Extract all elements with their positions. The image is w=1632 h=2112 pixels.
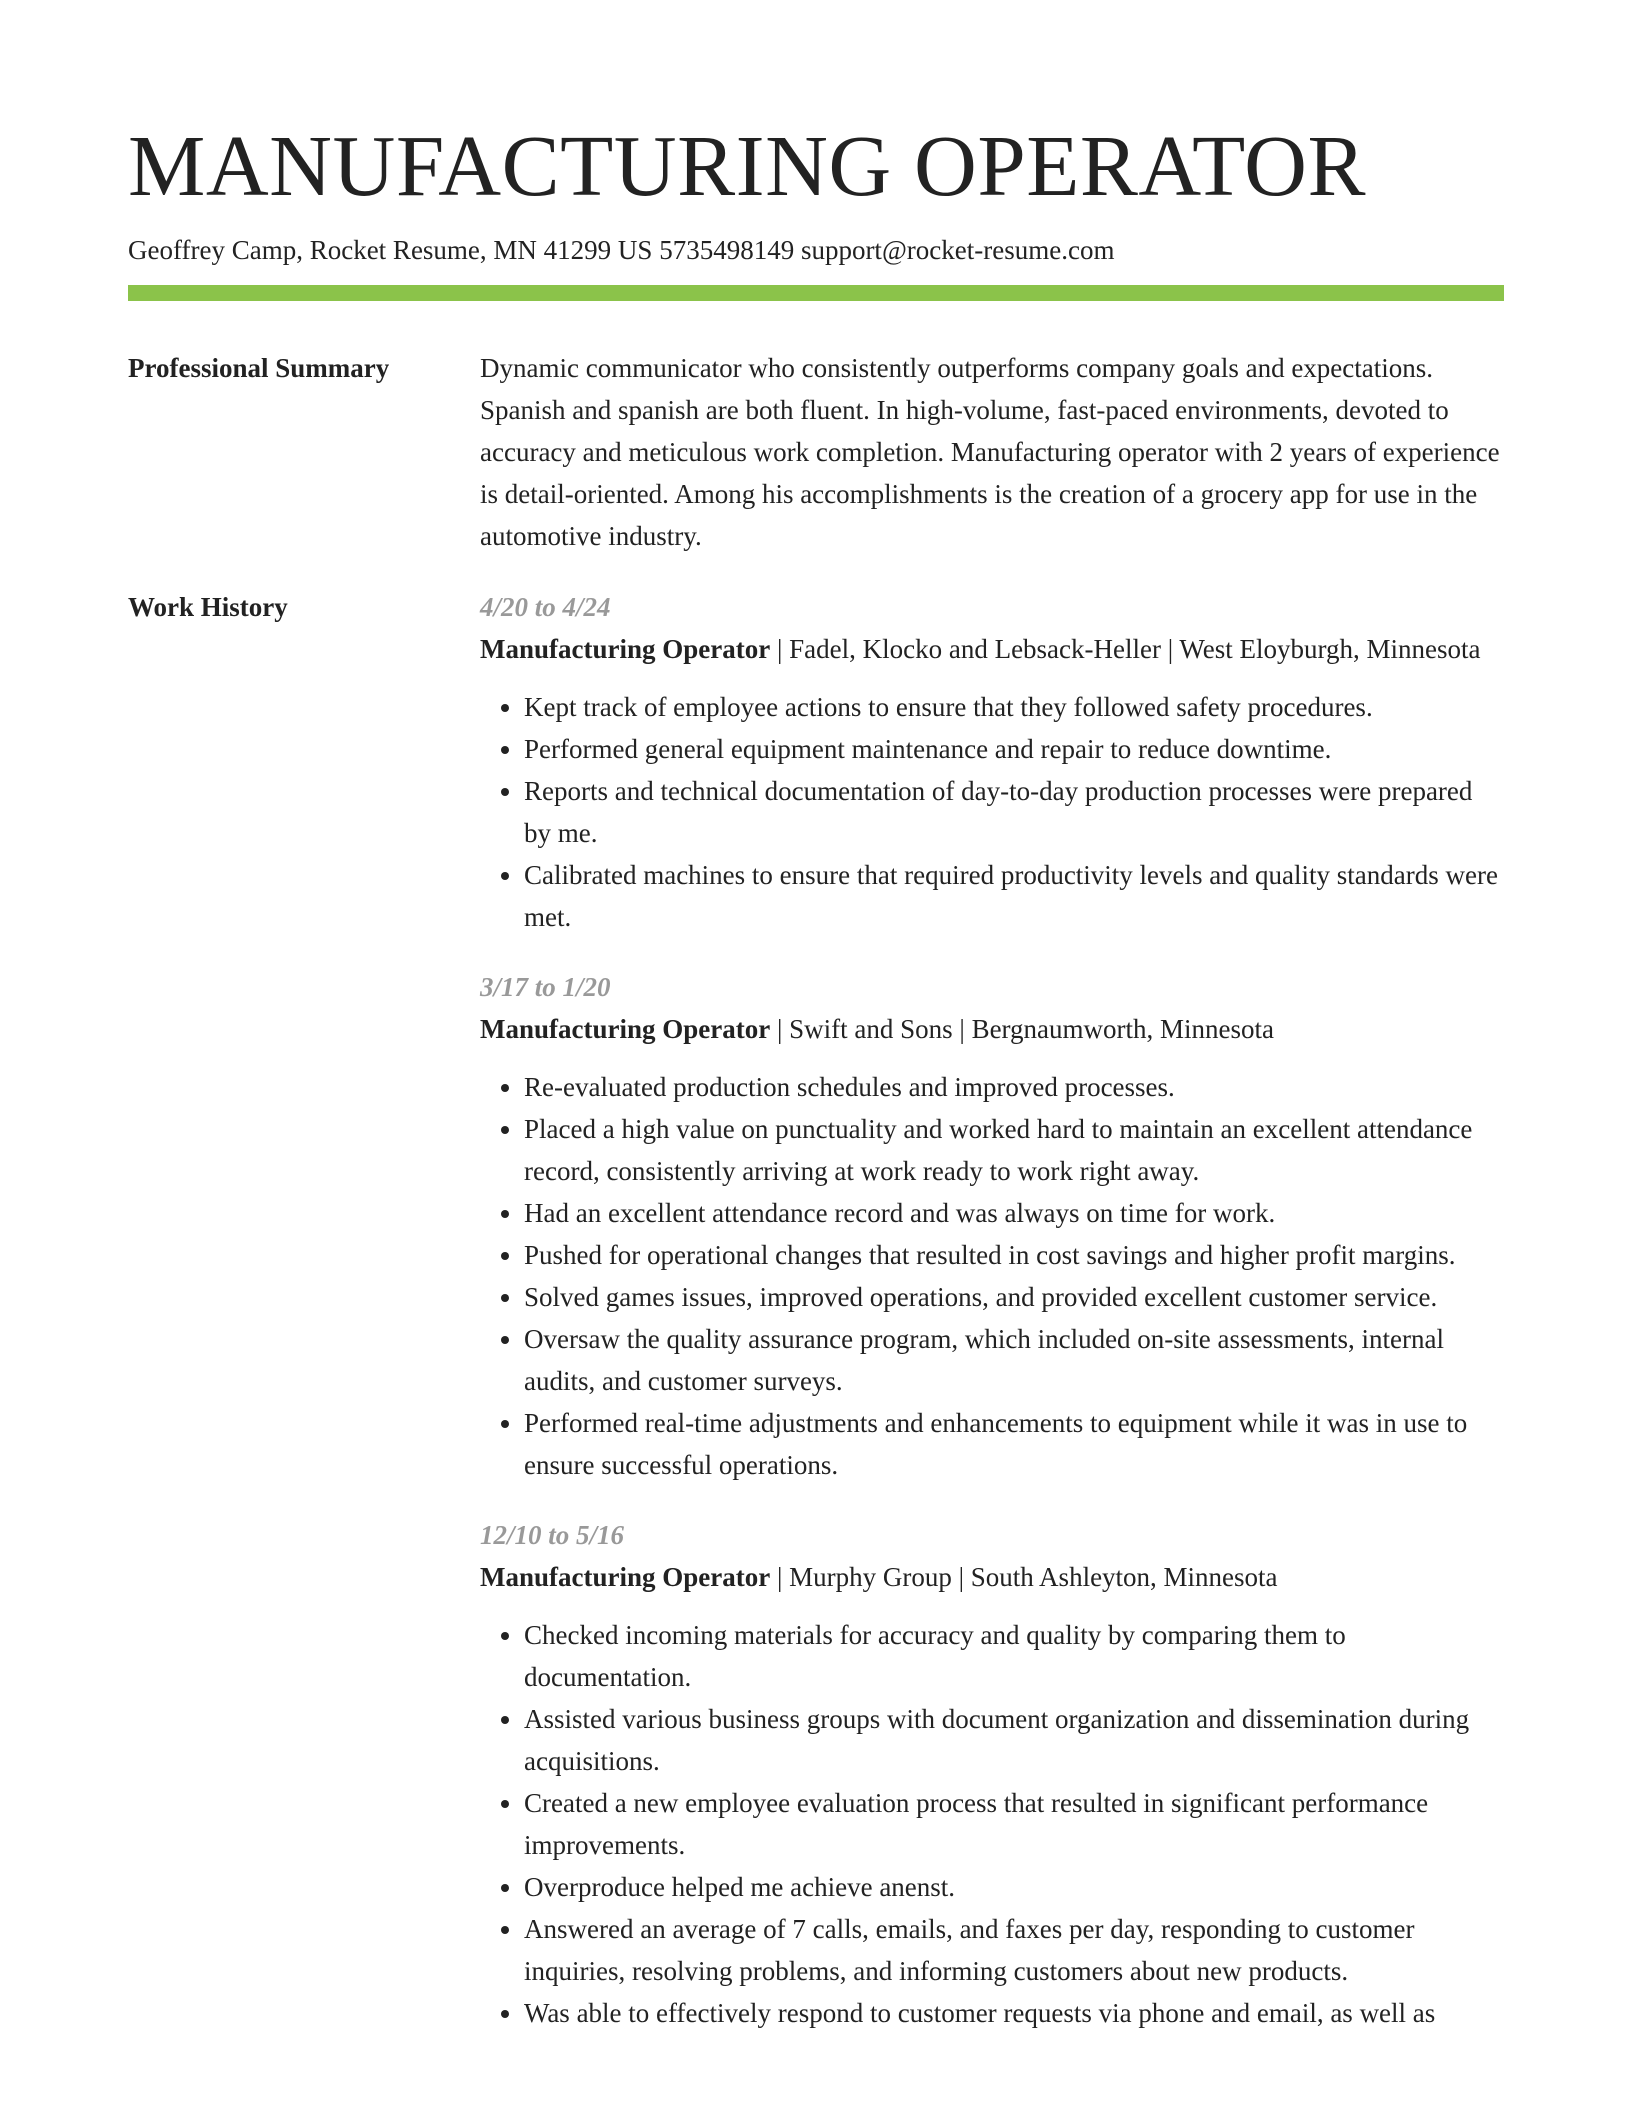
- job-entry: [480, 1514, 1504, 2034]
- summary-text: Dynamic communicator who consistently outperforms company goals and expectations. Spanish and spanish are both fluent. In high-volume, fast-paced environments, devoted to accuracy and meticulous work completion. Manufacturing operator with 2 years of experience is detail-oriented. Among his accomplishments is the creation of a grocery app for use in the automotive industry.: [480, 353, 1500, 551]
- job-bullet: • Was able to effectively respond to customer requests via phone and email, as well as: [524, 1992, 1504, 2034]
- separator: |: [770, 1014, 790, 1044]
- separator: |: [952, 1014, 972, 1044]
- job-bullets: [480, 1066, 1504, 1486]
- job-bullet: • Solved games issues, improved operations, and provided excellent customer service.: [524, 1276, 1504, 1318]
- job-location: West Eloyburgh, Minnesota: [1179, 634, 1481, 664]
- job-bullet: • Calibrated machines to ensure that required productivity levels and quality standards were met.: [524, 854, 1504, 938]
- summary-body: [480, 347, 1504, 557]
- job-title: Manufacturing Operator: [480, 1562, 771, 1592]
- job-bullet: • Performed real-time adjustments and enhancements to equipment while it was in use to ensure successful operations.: [524, 1402, 1504, 1486]
- job-bullets: [480, 1614, 1504, 2034]
- contact-email[interactable]: support@rocket-resume.com: [800, 235, 1115, 265]
- accent-divider: [128, 285, 1504, 301]
- job-bullet: • Performed general equipment maintenance and repair to reduce downtime.: [524, 728, 1504, 770]
- job-title-line: [480, 628, 1504, 670]
- separator: |: [770, 1562, 790, 1592]
- job-dates: 4/20 to 4/24: [480, 592, 611, 622]
- job-title: Manufacturing Operator: [480, 634, 771, 664]
- work-history-body: [480, 586, 1504, 2062]
- job-bullet: • Overproduce helped me achieve anenst.: [524, 1866, 1504, 1908]
- job-entry: [480, 966, 1504, 1486]
- contact-line: Geoffrey Camp, Rocket Resume, MN 41299 US 5735498149 support@rocket-resume.com: [128, 235, 1115, 265]
- job-location: Bergnaumworth, Minnesota: [971, 1014, 1275, 1044]
- job-bullet: • Checked incoming materials for accuracy and quality by comparing them to documentation.: [524, 1614, 1504, 1698]
- job-bullet: • Oversaw the quality assurance program, which included on-site assessments, internal audits, and customer surveys.: [524, 1318, 1504, 1402]
- contact-address: Rocket Resume, MN 41299 US: [309, 235, 653, 265]
- separator: |: [951, 1562, 971, 1592]
- job-location: South Ashleyton, Minnesota: [970, 1562, 1278, 1592]
- job-title-line: [480, 1008, 1504, 1050]
- job-bullet: • Assisted various business groups with document organization and dissemination during acquisitions.: [524, 1698, 1504, 1782]
- separator: |: [770, 634, 790, 664]
- job-company: Fadel, Klocko and Lebsack-Heller: [789, 634, 1161, 664]
- job-bullet: • Re-evaluated production schedules and improved processes.: [524, 1066, 1504, 1108]
- job-company: Swift and Sons: [789, 1014, 953, 1044]
- job-title-line: [480, 1556, 1504, 1598]
- resume-title: MANUFACTURING OPERATOR: [128, 117, 1367, 214]
- job-bullet: • Created a new employee evaluation process that resulted in significant performance improvements.: [524, 1782, 1504, 1866]
- job-dates: 12/10 to 5/16: [480, 1520, 625, 1550]
- separator: |: [1160, 634, 1180, 664]
- job-bullet: • Kept track of employee actions to ensure that they followed safety procedures.: [524, 686, 1504, 728]
- job-company: Murphy Group: [789, 1562, 952, 1592]
- job-dates: 3/17 to 1/20: [480, 972, 611, 1002]
- job-bullet: • Answered an average of 7 calls, emails, and faxes per day, responding to customer inquiries, resolving problems, and informing customers about new products.: [524, 1908, 1504, 1992]
- job-bullets: [480, 686, 1504, 938]
- job-entry: [480, 586, 1504, 938]
- contact-name: Geoffrey Camp: [128, 235, 297, 265]
- summary-label: Professional Summary: [128, 353, 390, 383]
- job-bullet: • Reports and technical documentation of day-to-day production processes were prepared by me.: [524, 770, 1504, 854]
- job-bullet: • Had an excellent attendance record and was always on time for work.: [524, 1192, 1504, 1234]
- job-bullet: • Placed a high value on punctuality and worked hard to maintain an excellent attendance record, consistently arriving at work ready to work right away.: [524, 1108, 1504, 1192]
- job-title: Manufacturing Operator: [480, 1014, 771, 1044]
- job-bullet: • Pushed for operational changes that resulted in cost savings and higher profit margins.: [524, 1234, 1504, 1276]
- work-history-label: Work History: [128, 592, 288, 622]
- contact-phone: 5735498149: [659, 235, 795, 265]
